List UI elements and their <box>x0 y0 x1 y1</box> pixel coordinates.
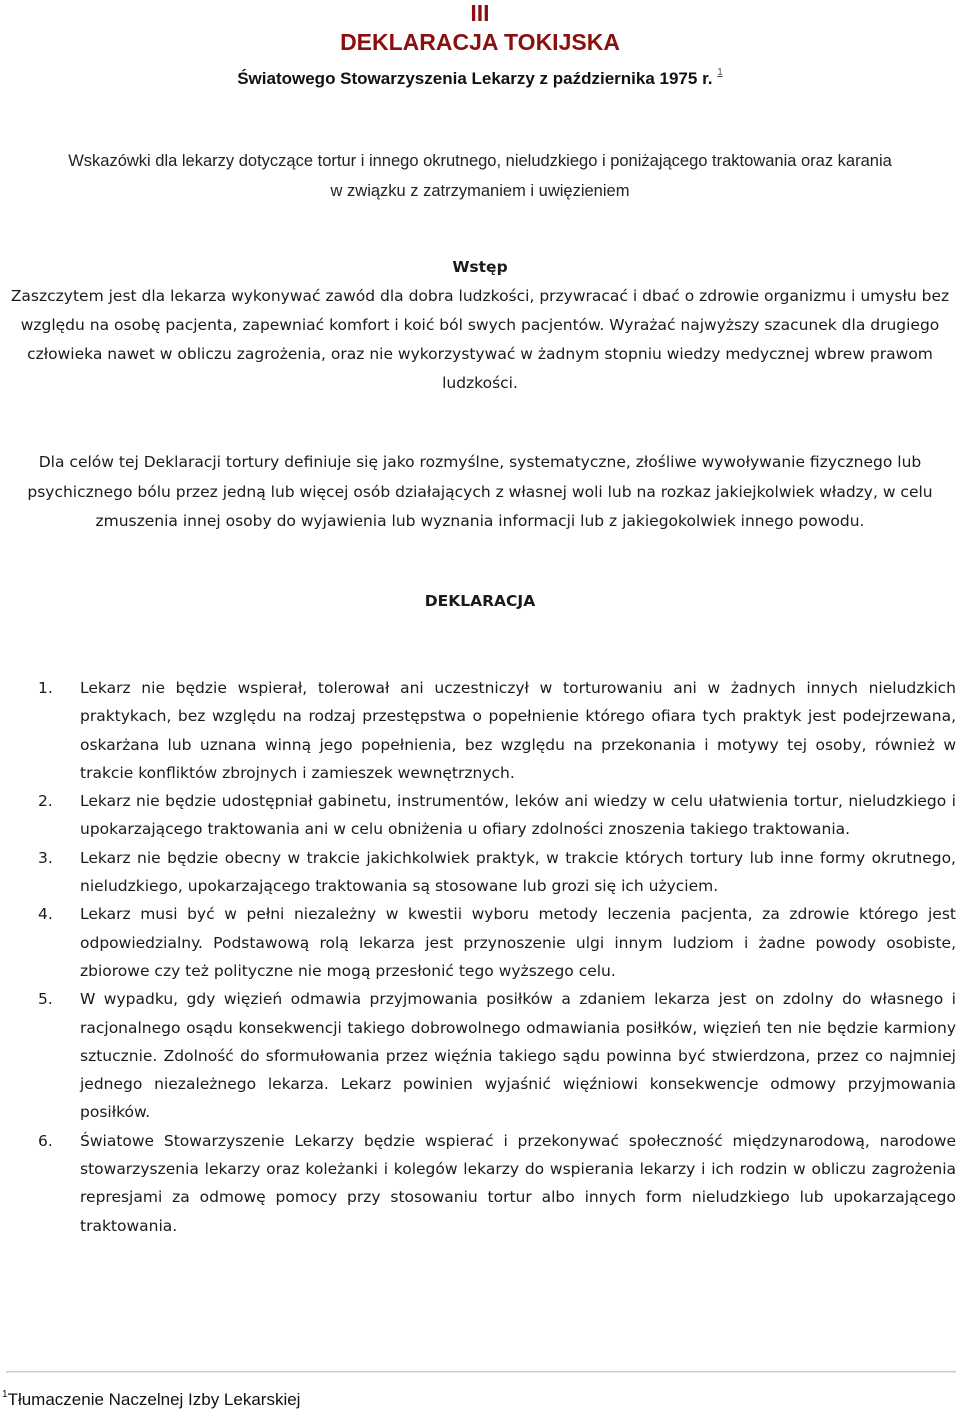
list-item <box>0 844 956 901</box>
item-number: 4. <box>38 905 53 924</box>
item-number: 5. <box>38 990 53 1009</box>
item-number: 2. <box>38 792 53 811</box>
document-subtitle <box>0 62 960 90</box>
intro-line-1: Wskazówki dla lekarzy dotyczące tortur i innego okrutnego, nieludzkiego i poniżającego traktowania oraz karania <box>68 152 892 170</box>
footnote-ref-link[interactable]: 1 <box>717 67 723 78</box>
declaration-list <box>0 674 956 1240</box>
item-text: Lekarz musi być w pełni niezależny w kwestii wyboru metody leczenia pacjenta, za zdrowie którego jest odpowiedzialny. Podstawową rolą lekarza jest przynoszenie ulgi innym ludziom i żadne powody osobiste, zbiorowe czy też polityczne nie mogą przesłonić tego wyższego celu. <box>80 905 956 980</box>
list-item <box>0 787 956 844</box>
item-text: W wypadku, gdy więzień odmawia przyjmowania posiłków a zdaniem lekarza jest on zdolny do własnego i racjonalnego osądu konsekwencji takiego dobrowolnego odmawiania posiłków, więzień ten nie będzie karmiony sztucznie. Zdolność do sformułowania przez więźnia takiego sądu powinna być stwierdzona, przez co najmniej jednego niezależnego lekarza. Lekarz powinien wyjaśnić więźniowi konsekwencje odmowy przyjmowania posiłków. <box>80 990 956 1122</box>
item-number: 1. <box>38 679 53 697</box>
item-text: Światowe Stowarzyszenie Lekarzy będzie wspierać i przekonywać społeczność międzynarodową, narodowe stowarzyszenia lekarzy oraz koleżanki i kolegów lekarzy do wspierania lekarzy i ich rodzin w obliczu zagrożenia represjami za odmowę pomocy przy stosowaniu tortur albo innych form nieludzkiego lub upokarzającego traktowania. <box>80 1131 956 1235</box>
footnote-divider <box>6 1371 956 1372</box>
subtitle-text: Światowego Stowarzyszenia Lekarzy z października 1975 r. <box>237 69 713 88</box>
intro-line-2: w związku z zatrzymaniem i uwięzieniem <box>330 182 630 200</box>
preamble-heading: Wstęp <box>452 258 508 276</box>
list-item <box>0 985 956 1126</box>
item-text: Lekarz nie będzie wspierał, tolerował ani uczestniczył w torturowaniu ani w żadnych innych nieludzkich praktykach, bez względu na rodzaj przestępstwa o popełnienie którego ofiara tych praktyk jest podejrzewana, oskarżana lub uznana winną jego popełnienia, bez względu na przekonania i motywy tej osoby, również w trakcie konfliktów zbrojnych i zamieszek wewnętrznych. <box>80 679 956 782</box>
section-number: III <box>470 0 490 26</box>
declaration-heading: DEKLARACJA <box>424 592 536 610</box>
footnote-marker: 1 <box>2 1389 8 1400</box>
intro-paragraph <box>0 146 960 206</box>
footnote-text: Tłumaczenie Naczelnej Izby Lekarskiej <box>7 1390 301 1409</box>
list-item <box>0 1127 956 1240</box>
item-number: 3. <box>38 848 53 867</box>
item-text: Lekarz nie będzie udostępniał gabinetu, instrumentów, leków ani wiedzy w celu ułatwienia tortur, nieludzkiego i upokarzającego traktowania ani w celu obniżenia u ofiary zdolności znoszenia takiego traktowania. <box>80 792 956 839</box>
list-item <box>0 900 956 985</box>
definition-text: Dla celów tej Deklaracji tortury definiuje się jako rozmyślne, systematyczne, złośliwe wywoływanie fizycznego lub psychicznego bólu przez jedną lub więcej osób działających z własnej woli lub na rozkaz jakiejkolwiek władzy, w celu zmuszenia innej osoby do wyjawienia lub wyznania informacji lub z jakiegokolwiek innego powodu. <box>27 453 933 530</box>
preamble-text: Zaszczytem jest dla lekarza wykonywać zawód dla dobra ludzkości, przywracać i dbać o zdrowie organizmu i umysłu bez względu na osobę pacjenta, zapewniać komfort i koić ból swych pacjentów. Wyrażać najwyższy szacunek dla drugiego człowieka nawet w obliczu zagrożenia, oraz nie wykorzystywać w żadnym stopniu wiedzy medycznej wbrew prawom ludzkości. <box>10 287 950 392</box>
item-text: Lekarz nie będzie obecny w trakcie jakichkolwiek praktyk, w trakcie których tortury lub inne formy okrutnego, nieludzkiego, upokarzającego traktowania są stosowane lub grozi się ich użyciem. <box>80 848 956 896</box>
list-item <box>0 674 956 787</box>
item-number: 6. <box>38 1131 53 1150</box>
footnote <box>2 1383 300 1412</box>
document-title: DEKLARACJA TOKIJSKA <box>340 29 620 55</box>
